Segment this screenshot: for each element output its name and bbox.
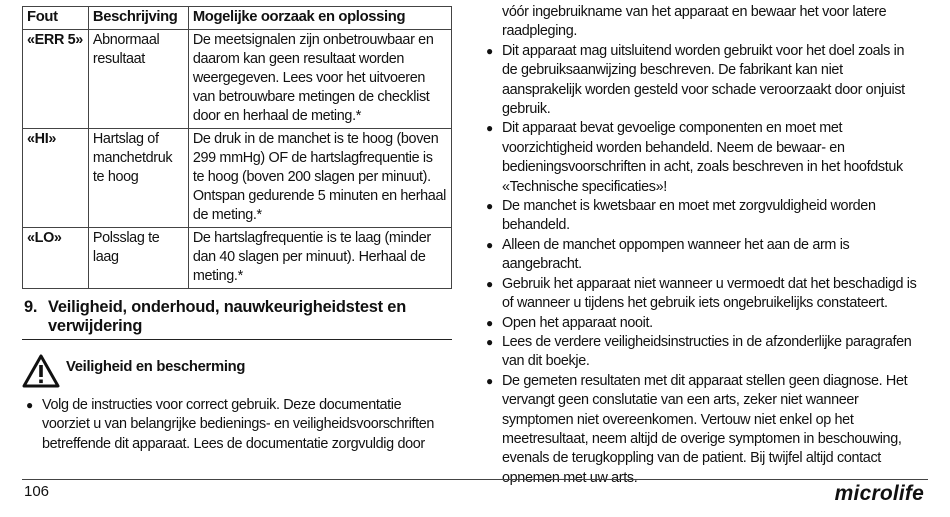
col-header-oorzaak: Mogelijke oorzaak en oplossing xyxy=(188,7,451,30)
error-table xyxy=(22,6,452,289)
bullet-icon: ● xyxy=(486,315,493,330)
col-header-beschrijving: Beschrijving xyxy=(88,7,188,30)
left-bullet-list xyxy=(22,396,452,454)
list-item: ● De manchet is kwetsbaar en moet met zorgvuldigheid worden behandeld. xyxy=(486,198,876,234)
list-item: ● Open het apparaat nooit. xyxy=(482,314,922,333)
left-column xyxy=(22,6,452,454)
error-description: Hartslag of manchetdruk te hoog xyxy=(88,129,188,228)
table-row xyxy=(23,228,452,289)
bullet-icon: ● xyxy=(486,237,493,252)
right-column xyxy=(482,3,922,488)
error-solution: De druk in de manchet is te hoog (boven 299 mmHg) OF de hartslagfrequentie is te hoog (boven 200 slagen per minuut). Ontspan gedurende 5 minuten en herhaal de meting.* xyxy=(188,129,451,228)
error-code: «LO» xyxy=(23,228,89,289)
list-item: ● Lees de verdere veiligheidsinstructies in de afzonderlijke paragrafen van dit boekje. xyxy=(486,333,912,370)
error-solution: De hartslagfrequentie is te laag (minder dan 40 slagen per minuut). Herhaal de meting.* xyxy=(188,228,451,289)
table-header-row xyxy=(23,7,452,30)
list-item: ● Dit apparaat bevat gevoelige componenten en moet met voorzichtigheid worden behandeld. Neem de bewaar- en bedieningsvoorschriften in acht, zoals beschreven in het hoofdstuk «Technische specificaties»! xyxy=(486,120,903,195)
error-code: «ERR 5» xyxy=(23,30,89,129)
section-number: 9. xyxy=(24,298,38,316)
bullet-icon: ● xyxy=(486,334,493,349)
error-description: Abnormaal resultaat xyxy=(88,30,188,129)
warning-triangle-icon xyxy=(22,354,60,388)
error-code: «HI» xyxy=(23,129,89,228)
bullet-icon: ● xyxy=(486,121,493,136)
bullet-icon: ● xyxy=(486,373,493,388)
col-header-fout: Fout xyxy=(23,7,89,30)
brand-logo: microlife xyxy=(834,482,924,505)
error-description: Polsslag te laag xyxy=(88,228,188,289)
section-title-text: Veiligheid, onderhoud, nauwkeurigheidstest en verwijdering xyxy=(48,298,407,335)
footer-divider xyxy=(22,479,928,480)
right-bullet-list xyxy=(482,42,922,488)
table-row xyxy=(23,129,452,228)
list-item: ● Volg de instructies voor correct gebruik. Deze documentatie voorziet u van belangrijke bedienings- en veiligheidsvoorschriften betreffende dit apparaat. Lees de documentatie zorgvuldig door xyxy=(26,397,435,452)
bullet-icon: ● xyxy=(486,199,493,214)
bullet-icon: ● xyxy=(26,398,33,412)
section-heading xyxy=(22,298,452,340)
list-item: ● Alleen de manchet oppompen wanneer het aan de arm is aangebracht. xyxy=(486,236,850,273)
list-item: ● Gebruik het apparaat niet wanneer u vermoedt dat het beschadigd is of wanneer u tijdens het gebruik iets ongebruikelijks constateert. xyxy=(486,275,917,312)
list-item: ● Dit apparaat mag uitsluitend worden gebruikt voor het doel zoals in de gebruiksaanwijzing beschreven. De fabrikant kan niet aansprakelijk worden gesteld voor schade veroorzaakt door onjuist gebruik. xyxy=(486,42,905,118)
error-solution: De meetsignalen zijn onbetrouwbaar en daarom kan geen resultaat worden weergegeven. Lees voor het uitvoeren van betrouwbare metingen de checklist door en herhaal de meting.* xyxy=(188,30,451,129)
safety-heading xyxy=(22,354,452,388)
list-item: ● De gemeten resultaten met dit apparaat stellen geen diagnose. Het vervangt geen conslutatie van een arts, zeker niet wanneer symptomen niet overeenkomen. Vertouw niet enkel op het meetresultaat, neem altijd de overige symptomen in beschouwing, evenals de terugkoppling van de patient. Bij twijfel altijd contact opnemen met uw arts. xyxy=(486,372,908,486)
page-number: 106 xyxy=(24,483,50,500)
continued-text: vóór ingebruikname van het apparaat en bewaar het voor latere raadpleging. xyxy=(502,4,887,40)
bullet-icon: ● xyxy=(486,43,493,58)
bullet-icon: ● xyxy=(486,276,493,291)
table-row xyxy=(23,30,452,129)
safety-heading-label: Veiligheid en bescherming xyxy=(66,359,246,375)
